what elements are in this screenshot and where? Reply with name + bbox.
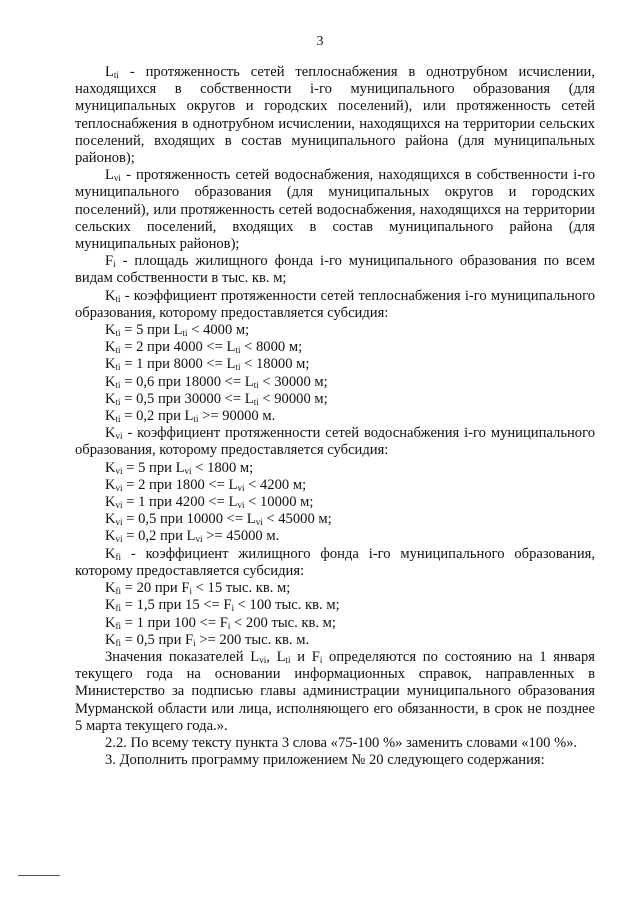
definition-paragraph: $L_{vi}$ - протяженность сетей водоснабжения, находящихся в собственности i-го муниципального образования (для муниципальных округов и городских поселений), или протяженность сетей водоснабжения, находящихся на территории сельских поселений, входящих в состав муниципального района (для муниципальных районов); xyxy=(75,167,595,253)
coefficient-rule: $K_{ti} = 0,5$ при $30000 <= L_{ti} < 90000$ м; xyxy=(105,390,328,407)
coefficient-definition: $K_{fi}$ - коэффициент жилищного фонда i-го муниципального образования, которому предоставляется субсидия: xyxy=(75,545,595,579)
coefficient-rule: $K_{vi} = 1$ при $4200 <= L_{vi} < 10000$ м; xyxy=(105,494,314,511)
coefficient-definition: $K_{vi}$ - коэффициент протяженности сетей водоснабжения i-го муниципального образования, которому предоставляется субсидия: xyxy=(75,425,595,459)
page-number: 3 xyxy=(316,34,324,49)
coefficient-rule: $K_{vi} = 5$ при $L_{vi} < 1800$ м; xyxy=(105,459,254,476)
definition-paragraph: $L_{ti}$ - протяженность сетей теплоснабжения в однотрубном исчислении, находящихся в собственности i-го муниципального образования (для муниципальных округов и городских поселений), или протяженность сетей теплоснабжения в однотрубном исчислении, находящихся на территории сельских поселений, входящих в состав муниципального района (для муниципальных районов); xyxy=(75,64,595,167)
coefficient-rule: $K_{ti} = 0,6$ при $18000 <= L_{ti} < 30000$ м; xyxy=(105,373,328,390)
coefficient-rule: $K_{ti} = 1$ при $8000 <= L_{ti} < 18000$ м; xyxy=(105,356,310,373)
document-body xyxy=(75,64,595,769)
coefficient-rule: $K_{vi} = 2$ при $1800 <= L_{vi} < 4200$ м; xyxy=(105,476,307,493)
footnote-separator xyxy=(18,875,60,876)
amendment-item: 3. Дополнить программу приложением № 20 следующего содержания: xyxy=(105,752,545,769)
coefficient-rule: $K_{fi} = 0,5$ при $F_i >= 200$ тыс. кв. м. xyxy=(105,631,310,648)
coefficient-rule: $K_{ti} = 0,2$ при $L_{ti} >= 90000$ м. xyxy=(105,408,276,425)
coefficient-rule: $K_{fi} = 20$ при $F_i < 15$ тыс. кв. м; xyxy=(105,580,291,597)
coefficient-rule: $K_{ti} = 2$ при $4000 <= L_{ti} < 8000$ м; xyxy=(105,339,303,356)
coefficient-rule: $K_{vi} = 0,2$ при $L_{vi} >= 45000$ м. xyxy=(105,528,280,545)
coefficient-rule: $K_{fi} = 1$ при $100 <= F_i < 200$ тыс. кв. м; xyxy=(105,614,336,631)
coefficient-rule: $K_{ti} = 5$ при $L_{ti} < 4000$ м; xyxy=(105,322,250,339)
definition-paragraph: $F_i$ - площадь жилищного фонда i-го муниципального образования по всем видам собственности в тыс. кв. м; xyxy=(75,253,595,287)
amendment-item: 2.2. По всему тексту пункта 3 слова «75-100 %» заменить словами «100 %». xyxy=(105,734,578,751)
closing-paragraph: Значения показателей $L_{vi}$, $L_{ti}$ и $F_i$ определяются по состоянию на 1 января текущего года на основании информационных справок, направленных в Министерство за подписью главы администрации муниципального образования Мурманской области или лица, исполняющего его обязанности, в срок не позднее 5 марта текущего года.». xyxy=(75,648,595,734)
coefficient-rule: $K_{fi} = 1,5$ при $15 <= F_i < 100$ тыс. кв. м; xyxy=(105,597,340,614)
coefficient-rule: $K_{vi} = 0,5$ при $10000 <= L_{vi} < 45000$ м; xyxy=(105,511,332,528)
coefficient-definition: $K_{ti}$ - коэффициент протяженности сетей теплоснабжения i-го муниципального образования, которому предоставляется субсидия: xyxy=(75,287,595,321)
